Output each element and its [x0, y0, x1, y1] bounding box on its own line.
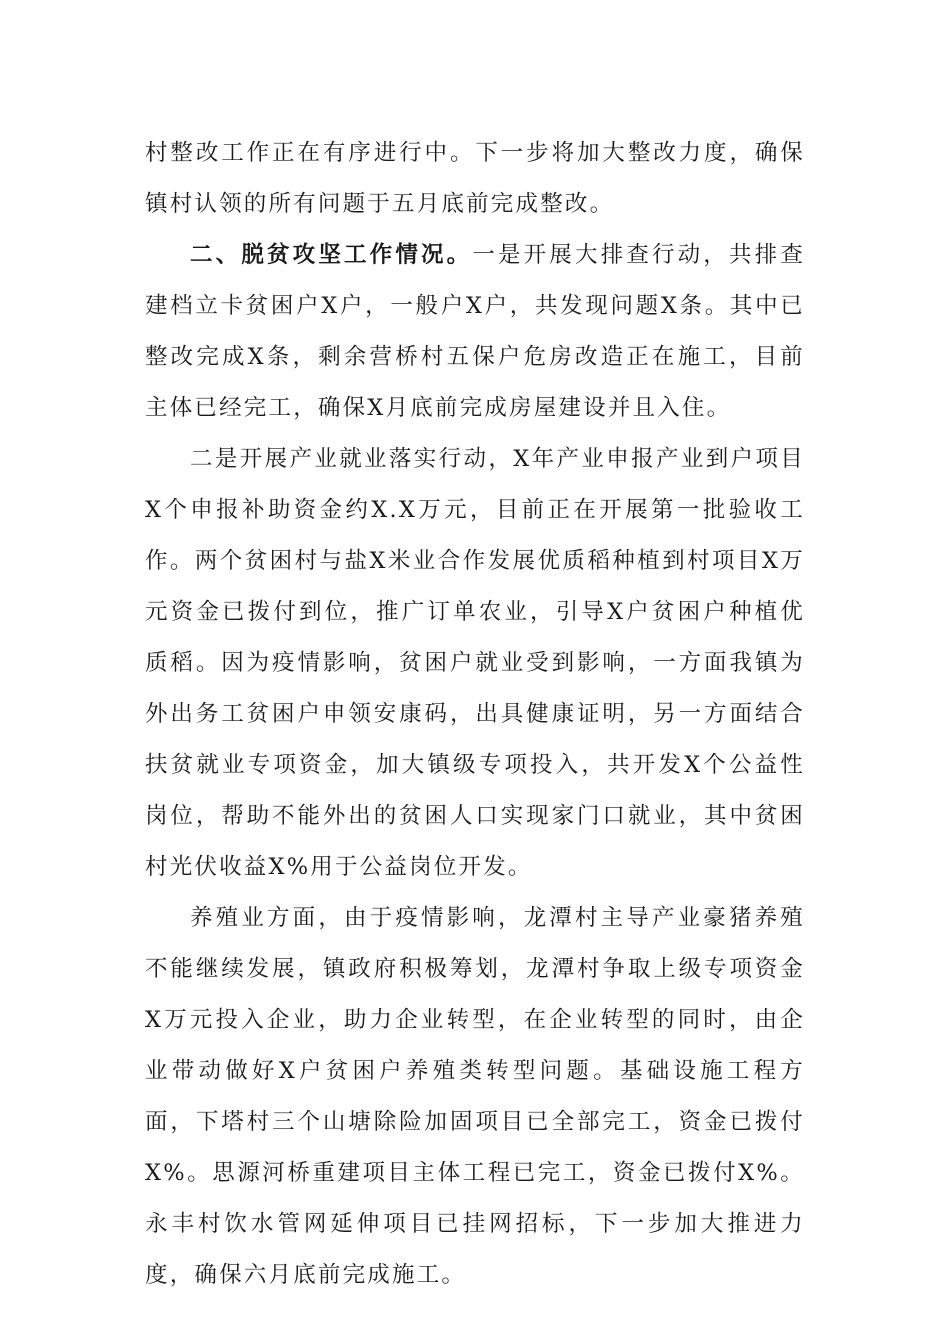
paragraph-industry-employment	[145, 434, 805, 893]
document-body	[145, 128, 805, 1301]
paragraph-breeding-infrastructure	[145, 893, 805, 1301]
paragraph-poverty-alleviation	[145, 230, 805, 434]
paragraph-continuation	[145, 128, 805, 230]
paragraph-text: 一是开展大排查行动，共排查建档立卡贫困户X户，一般户X户，共发现问题X条。其中已整改完成X条，剩余营桥村五保户危房改造正在施工，目前主体已经完工，确保X月底前完成房屋建设并且入住。	[145, 242, 805, 421]
section-heading: 二、脱贫攻坚工作情况。	[190, 242, 473, 268]
paragraph-text: 村整改工作正在有序进行中。下一步将加大整改力度，确保镇村认领的所有问题于五月底前完成整改。	[145, 140, 805, 217]
paragraph-text: 二是开展产业就业落实行动，X年产业申报产业到户项目X个申报补助资金约X.X万元，目前正在开展第一批验收工作。两个贫困村与盐X米业合作发展优质稻种植到村项目X万元资金已拨付到位，推广订单农业，引导X户贫困户种植优质稻。因为疫情影响，贫困户就业受到影响，一方面我镇为外出务工贫困户申领安康码，出具健康证明，另一方面结合扶贫就业专项资金，加大镇级专项投入，共开发X个公益性岗位，帮助不能外出的贫困人口实现家门口就业，其中贫困村光伏收益X%用于公益岗位开发。	[145, 446, 805, 880]
paragraph-text: 养殖业方面，由于疫情影响，龙潭村主导产业豪猪养殖不能继续发展，镇政府积极筹划，龙潭村争取上级专项资金X万元投入企业，助力企业转型，在企业转型的同时，由企业带动做好X户贫困户养殖类转型问题。基础设施工程方面，下塔村三个山塘除险加固项目已全部完工，资金已拨付X%。思源河桥重建项目主体工程已完工，资金已拨付X%。永丰村饮水管网延伸项目已挂网招标，下一步加大推进力度，确保六月底前完成施工。	[145, 905, 805, 1288]
